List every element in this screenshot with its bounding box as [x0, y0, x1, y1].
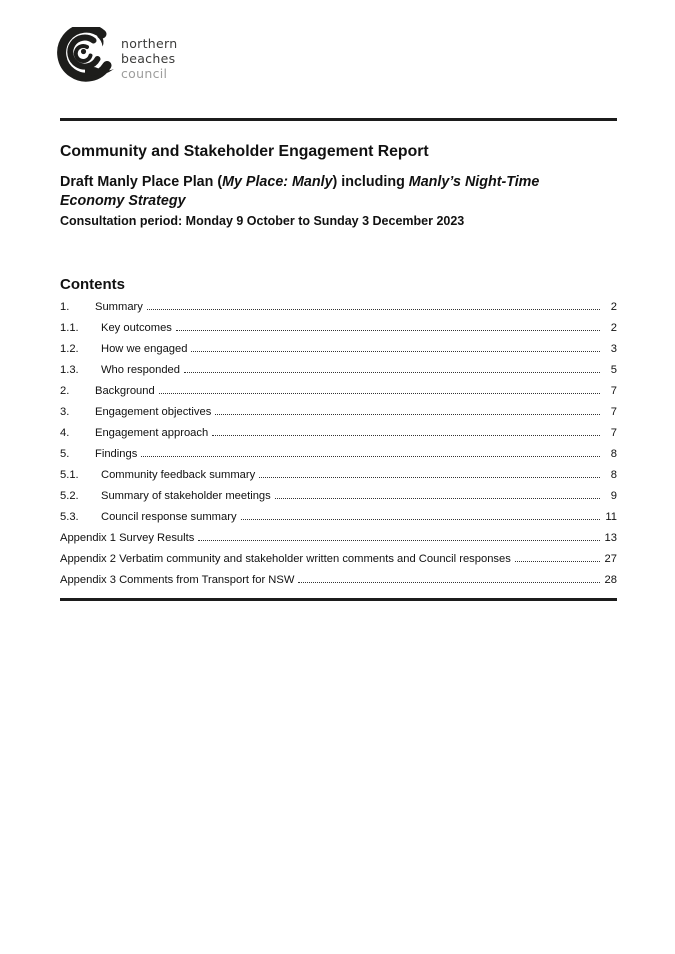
- toc-entry-page: 7: [610, 427, 617, 439]
- toc-entry-number: 5.3.: [60, 511, 79, 523]
- toc-entry-label: Findings: [95, 448, 138, 460]
- toc-entry-number: 1.2.: [60, 343, 79, 355]
- subtitle-text-run: Economy Strategy: [60, 193, 186, 209]
- toc-entry[interactable]: [60, 316, 617, 337]
- toc-entry-label: Summary of stakeholder meetings: [101, 490, 271, 502]
- toc-entry[interactable]: [60, 568, 617, 589]
- toc-entry-page: 9: [610, 490, 617, 502]
- toc-dot-leader: [198, 540, 600, 541]
- toc-dot-leader: [215, 414, 600, 415]
- toc-entry[interactable]: [60, 442, 617, 463]
- toc-dot-leader: [241, 519, 600, 520]
- subtitle-text-run: Draft Manly Place Plan (: [60, 174, 223, 190]
- toc-entry-label: Background: [95, 385, 155, 397]
- toc-entry-number: 4.: [60, 427, 70, 439]
- toc-entry-label: How we engaged: [101, 343, 188, 355]
- header-divider: [60, 118, 617, 121]
- toc-entry-page: 13: [604, 532, 617, 544]
- toc-dot-leader: [141, 456, 600, 457]
- toc-entry[interactable]: [60, 358, 617, 379]
- toc-entry-number: 5.: [60, 448, 70, 460]
- toc-entry-page: 11: [605, 511, 617, 523]
- report-subtitle-line1: [60, 173, 617, 192]
- toc-entry-number: 2.: [60, 385, 70, 397]
- toc-entry-page: 7: [610, 406, 617, 418]
- toc-dot-leader: [191, 351, 600, 352]
- toc-entry-page: 5: [610, 364, 617, 376]
- toc-entry-page: 2: [610, 301, 617, 313]
- report-title: Community and Stakeholder Engagement Report: [60, 143, 429, 160]
- toc-entry-label: Appendix 1 Survey Results: [60, 532, 195, 544]
- subtitle-text-run: Manly’s Night-Time: [408, 174, 540, 190]
- toc-entry-label: Community feedback summary: [101, 469, 256, 481]
- toc-entry[interactable]: [60, 337, 617, 358]
- toc-entry-number: 1.3.: [60, 364, 79, 376]
- consultation-period: Consultation period: Monday 9 October to Sunday 3 December 2023: [60, 214, 465, 228]
- subtitle-text-run: My Place: Manly: [222, 174, 333, 190]
- toc-dot-leader: [176, 330, 600, 331]
- report-subtitle: [60, 173, 617, 211]
- toc-entry[interactable]: [60, 547, 617, 568]
- toc-entry-page: 28: [604, 574, 617, 586]
- toc-entry-label: Who responded: [101, 364, 180, 376]
- council-logo-wordmark: [121, 37, 177, 81]
- toc-entry-number: 1.: [60, 301, 70, 313]
- toc: [60, 295, 617, 589]
- toc-entry-label: Council response summary: [101, 511, 237, 523]
- toc-entry-page: 3: [610, 343, 617, 355]
- toc-dot-leader: [275, 498, 600, 499]
- toc-entry-label: Summary: [95, 301, 143, 313]
- logo-word-beaches: beaches: [121, 50, 176, 66]
- toc-entry[interactable]: [60, 379, 617, 400]
- toc-entry-number: 1.1.: [60, 322, 79, 334]
- toc-dot-leader: [184, 372, 600, 373]
- toc-entry-label: Appendix 2 Verbatim community and stakeholder written comments and Council responses: [60, 553, 511, 565]
- toc-dot-leader: [212, 435, 600, 436]
- toc-dot-leader: [159, 393, 600, 394]
- toc-dot-leader: [259, 477, 600, 478]
- toc-entry-page: 7: [610, 385, 617, 397]
- toc-entry[interactable]: [60, 526, 617, 547]
- logo-word-council: council: [121, 65, 168, 81]
- contents-heading: Contents: [60, 276, 125, 293]
- toc-entry[interactable]: [60, 421, 617, 442]
- toc-entry[interactable]: [60, 400, 617, 421]
- toc-entry-page: 2: [610, 322, 617, 334]
- toc-dot-leader: [298, 582, 600, 583]
- toc-entry-label: Appendix 3 Comments from Transport for NSW: [60, 574, 295, 586]
- toc-dot-leader: [515, 561, 600, 562]
- footer-divider: [60, 598, 617, 601]
- toc-entry-label: Engagement approach: [95, 427, 209, 439]
- toc-entry[interactable]: [60, 463, 617, 484]
- toc-entry-number: 3.: [60, 406, 70, 418]
- toc-entry-number: 5.1.: [60, 469, 79, 481]
- toc-entry-page: 8: [610, 469, 617, 481]
- toc-entry-label: Engagement objectives: [95, 406, 212, 418]
- toc-entry[interactable]: [60, 505, 617, 526]
- council-logo-icon: [56, 27, 116, 84]
- toc-dot-leader: [147, 309, 600, 310]
- toc-entry-label: Key outcomes: [101, 322, 172, 334]
- toc-entry[interactable]: [60, 295, 617, 316]
- logo-word-northern: northern: [121, 36, 178, 51]
- toc-entry-page: 8: [610, 448, 617, 460]
- toc-entry-number: 5.2.: [60, 490, 79, 502]
- report-subtitle-line2: [60, 192, 617, 211]
- toc-entry[interactable]: [60, 484, 617, 505]
- subtitle-text-run: ) including: [332, 174, 409, 190]
- toc-entry-page: 27: [604, 553, 617, 565]
